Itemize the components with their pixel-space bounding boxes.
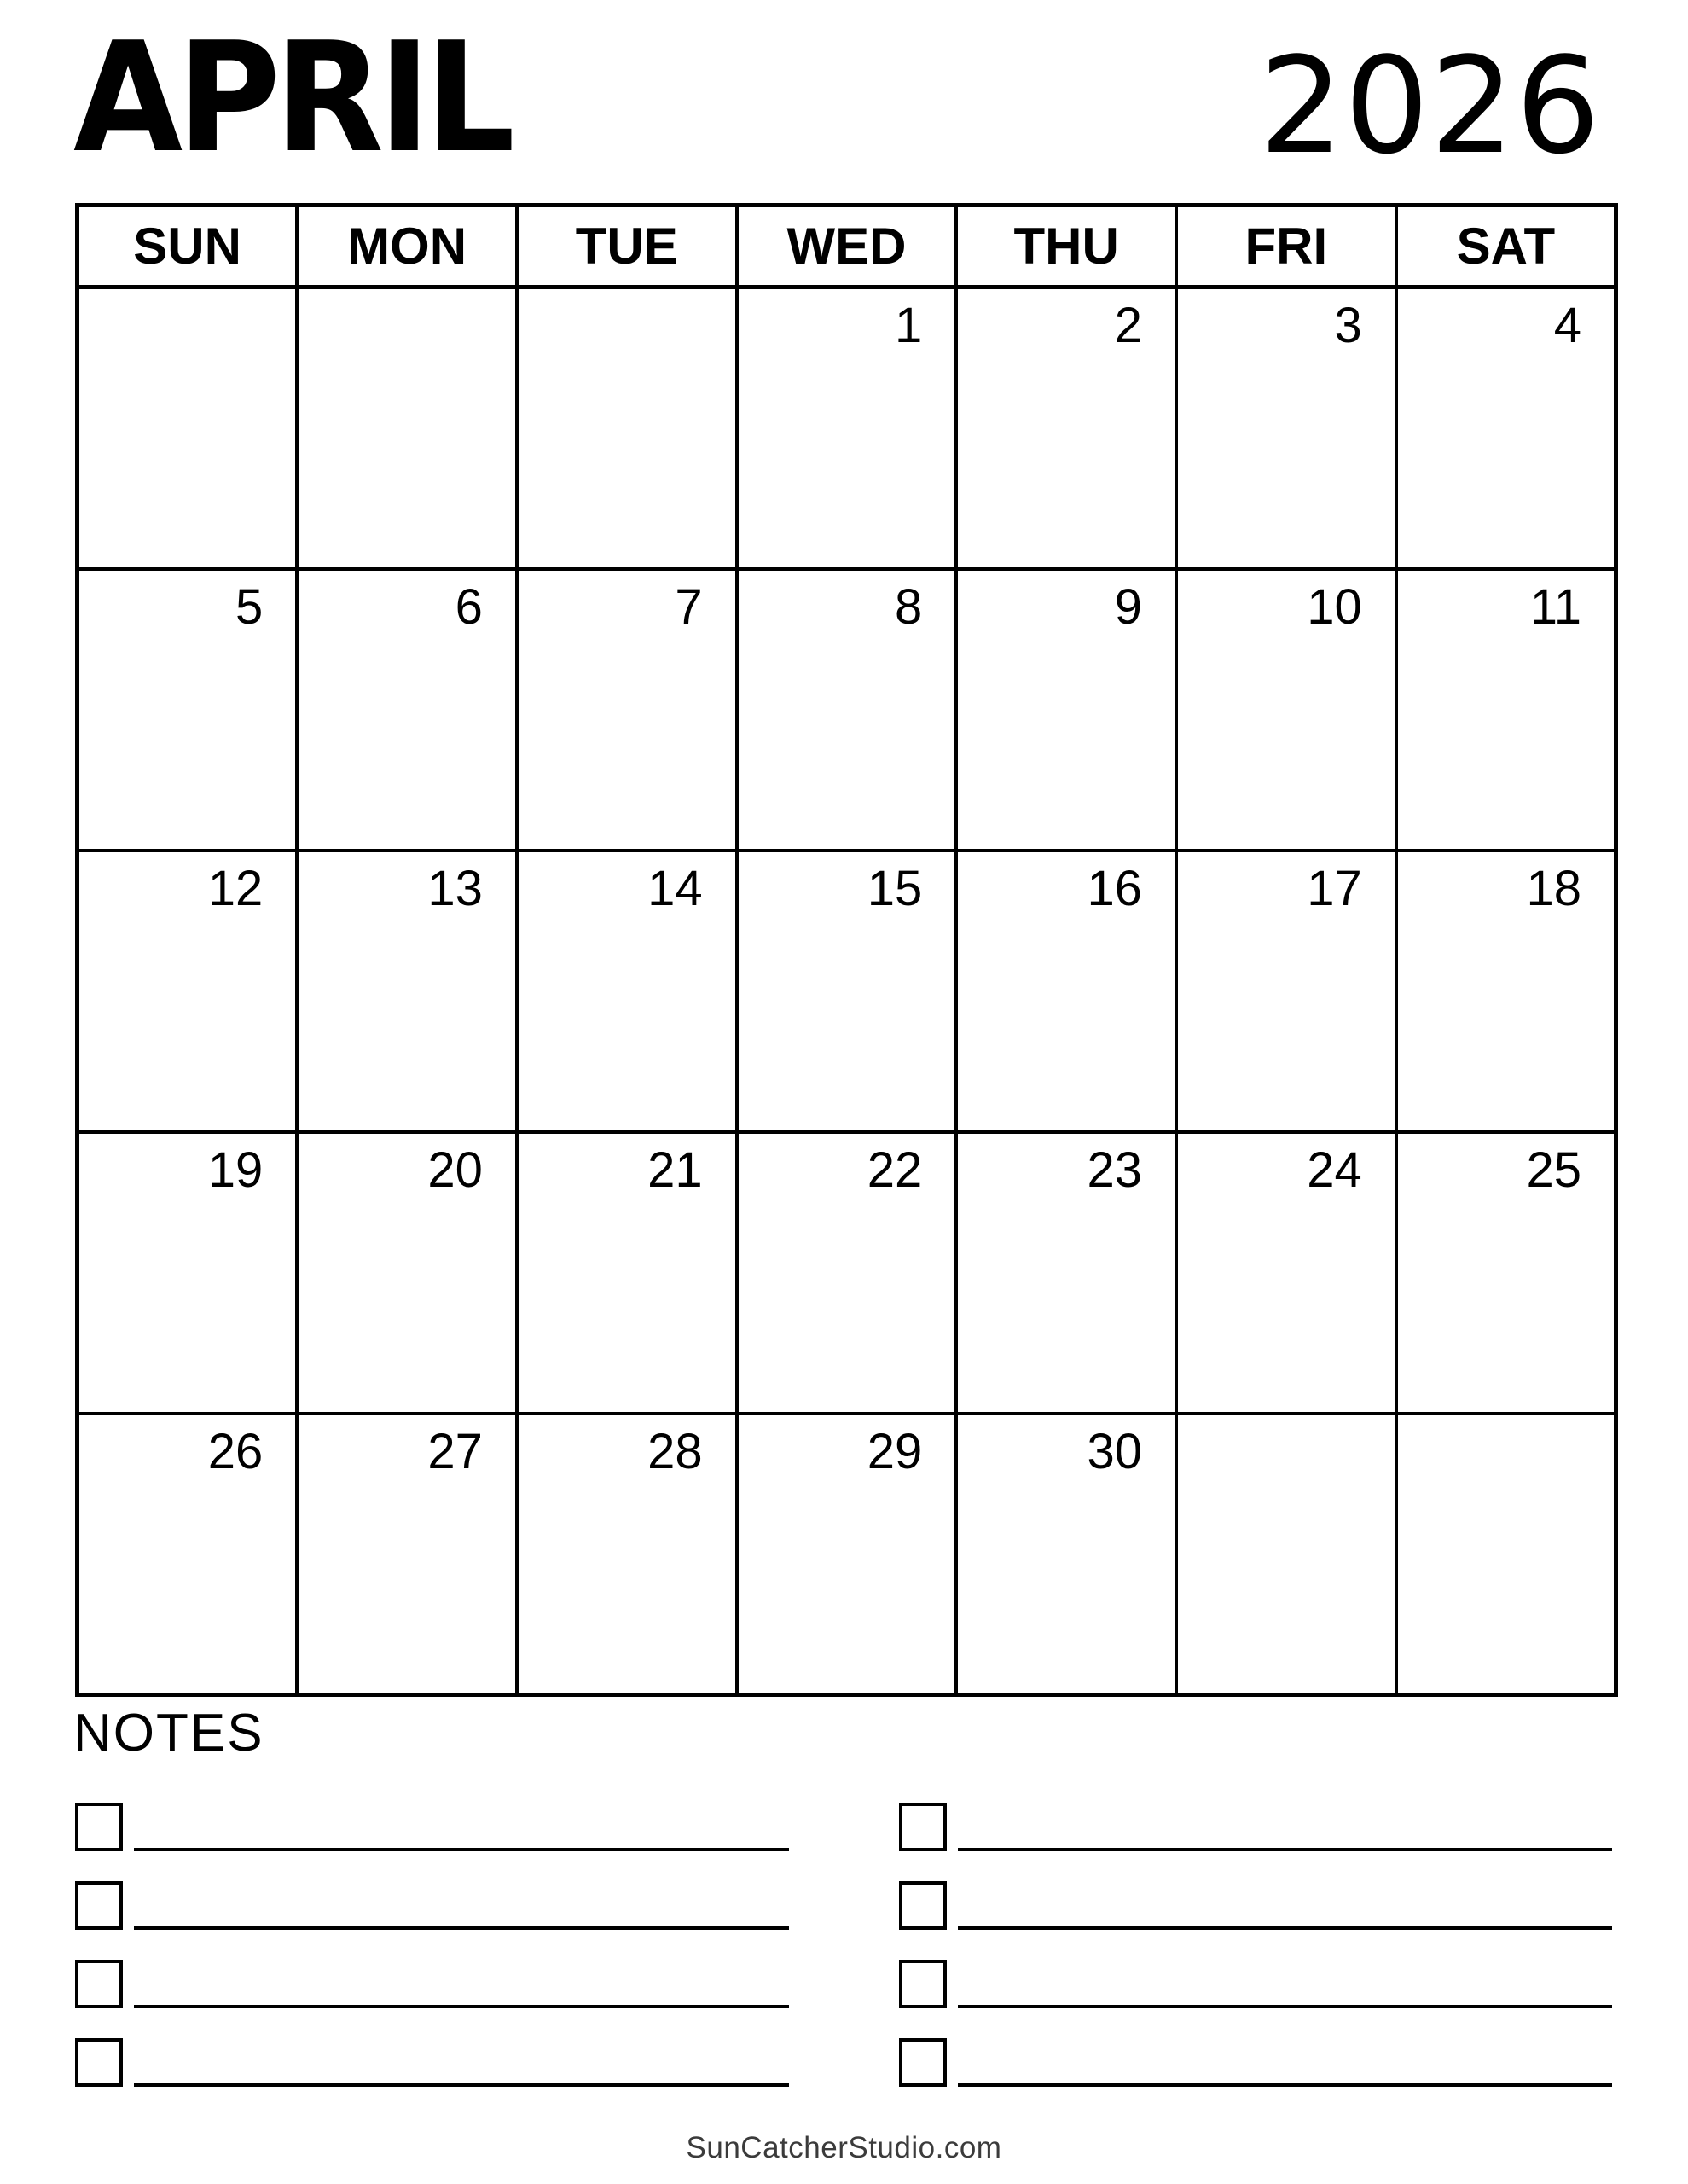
day-cell-18: 18 (1396, 851, 1616, 1132)
note-writing-line (134, 2038, 789, 2087)
note-writing-line (958, 1803, 1612, 1851)
note-writing-line (958, 1881, 1612, 1930)
note-checkbox[interactable] (899, 1960, 947, 2008)
day-header-sun: SUN (78, 206, 298, 288)
day-cell-25: 25 (1396, 1132, 1616, 1414)
note-item (899, 1881, 1612, 1930)
note-checkbox[interactable] (899, 1803, 947, 1851)
note-writing-line (958, 2038, 1612, 2087)
day-cell-17: 17 (1176, 851, 1396, 1132)
day-cell-3: 3 (1176, 288, 1396, 569)
note-item (899, 2038, 1612, 2087)
day-cell-23: 23 (956, 1132, 1176, 1414)
day-cell-empty (517, 288, 737, 569)
notes-heading: NOTES (73, 1704, 264, 1763)
week-row-1 (78, 288, 1616, 569)
day-cell-4: 4 (1396, 288, 1616, 569)
notes-column-right (899, 1803, 1612, 2117)
note-item (899, 1803, 1612, 1851)
note-checkbox[interactable] (899, 2038, 947, 2087)
day-cell-30: 30 (956, 1414, 1176, 1695)
day-header-row (78, 206, 1616, 288)
day-header-thu: THU (956, 206, 1176, 288)
note-writing-line (958, 1960, 1612, 2008)
week-row-2 (78, 569, 1616, 851)
week-row-4 (78, 1132, 1616, 1414)
day-cell-14: 14 (517, 851, 737, 1132)
week-row-3 (78, 851, 1616, 1132)
day-header-tue: TUE (517, 206, 737, 288)
day-cell-21: 21 (517, 1132, 737, 1414)
day-cell-11: 11 (1396, 569, 1616, 851)
note-writing-line (134, 1960, 789, 2008)
year-title: 2026 (1258, 28, 1601, 183)
day-cell-10: 10 (1176, 569, 1396, 851)
watermark-text: SunCatcherStudio.com (686, 2131, 1002, 2164)
day-cell-empty (1396, 1414, 1616, 1695)
note-writing-line (134, 1881, 789, 1930)
note-writing-line (134, 1803, 789, 1851)
day-cell-1: 1 (737, 288, 957, 569)
day-cell-20: 20 (297, 1132, 517, 1414)
note-item (75, 2038, 789, 2087)
day-cell-27: 27 (297, 1414, 517, 1695)
day-cell-26: 26 (78, 1414, 298, 1695)
day-cell-5: 5 (78, 569, 298, 851)
day-cell-2: 2 (956, 288, 1176, 569)
day-header-mon: MON (297, 206, 517, 288)
day-cell-empty (297, 288, 517, 569)
day-cell-28: 28 (517, 1414, 737, 1695)
day-cell-16: 16 (956, 851, 1176, 1132)
note-checkbox[interactable] (75, 2038, 123, 2087)
day-cell-9: 9 (956, 569, 1176, 851)
note-checkbox[interactable] (75, 1803, 123, 1851)
day-cell-empty (78, 288, 298, 569)
day-header-fri: FRI (1176, 206, 1396, 288)
note-item (899, 1960, 1612, 2008)
day-cell-15: 15 (737, 851, 957, 1132)
day-cell-13: 13 (297, 851, 517, 1132)
day-header-sat: SAT (1396, 206, 1616, 288)
day-cell-7: 7 (517, 569, 737, 851)
note-item (75, 1803, 789, 1851)
day-cell-29: 29 (737, 1414, 957, 1695)
day-cell-empty (1176, 1414, 1396, 1695)
note-checkbox[interactable] (75, 1881, 123, 1930)
calendar-grid (75, 203, 1618, 1697)
day-header-wed: WED (737, 206, 957, 288)
note-item (75, 1881, 789, 1930)
day-cell-22: 22 (737, 1132, 957, 1414)
week-row-5 (78, 1414, 1616, 1695)
note-checkbox[interactable] (75, 1960, 123, 2008)
day-cell-12: 12 (78, 851, 298, 1132)
note-item (75, 1960, 789, 2008)
month-title: APRIL (73, 9, 510, 186)
notes-column-left (75, 1803, 789, 2117)
note-checkbox[interactable] (899, 1881, 947, 1930)
day-cell-8: 8 (737, 569, 957, 851)
day-cell-19: 19 (78, 1132, 298, 1414)
day-cell-6: 6 (297, 569, 517, 851)
day-cell-24: 24 (1176, 1132, 1396, 1414)
